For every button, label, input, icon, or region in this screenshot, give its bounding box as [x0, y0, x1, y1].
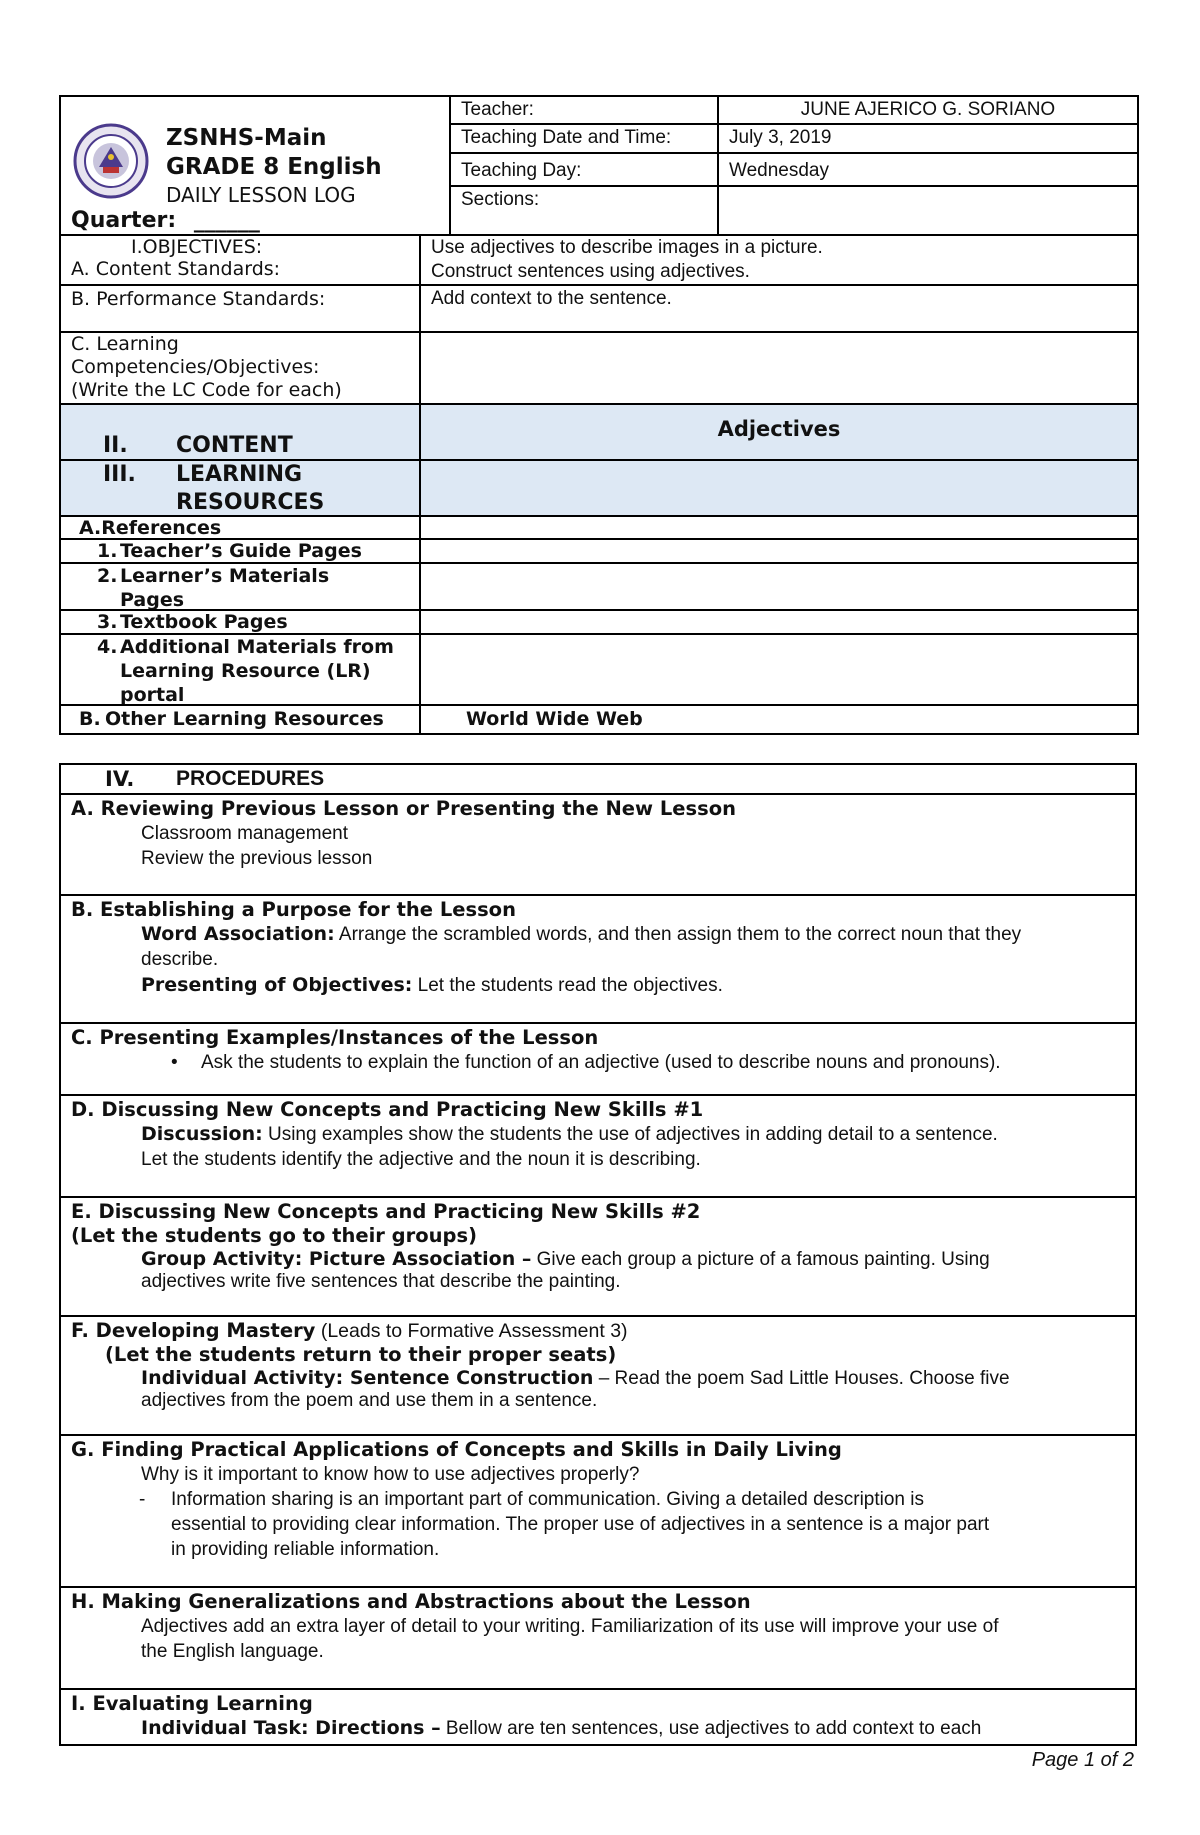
other-resources-value: World Wide Web [419, 704, 1139, 735]
procedure-h [59, 1586, 1137, 1690]
resources-label-1: LEARNING [176, 462, 303, 487]
procedure-d [59, 1094, 1137, 1198]
teachers-guide-label [59, 538, 421, 564]
individual-activity-label: Individual Activity: Sentence Construction [141, 1367, 594, 1389]
content-value: Adjectives [419, 403, 1139, 461]
resources-label-2: RESOURCES [176, 490, 325, 515]
deped-seal-logo [73, 123, 149, 199]
procedure-d-line-2: Let the students identify the adjective and the noun it is describing. [141, 1149, 701, 1170]
day-label: Teaching Day: [449, 152, 719, 187]
sections-value [717, 185, 1139, 236]
group-activity-text: Give each group a picture of a famous painting. Using [531, 1249, 990, 1270]
procedure-d-discussion [71, 1122, 1125, 1147]
word-association-label: Word Association: [141, 923, 335, 945]
content-standard-line-1: Use adjectives to describe images in a picture. [431, 237, 823, 258]
procedure-g-title: G. Finding Practical Applications of Concepts and Skills in Daily Living [71, 1438, 842, 1461]
quarter-label-text: Quarter: [71, 208, 177, 233]
subject-title: GRADE 8 English [166, 154, 382, 180]
textbook-pages-label [59, 609, 421, 635]
procedure-b-word-association-2: describe. [141, 949, 219, 970]
procedures-heading: PROCEDURES [176, 767, 325, 790]
am-text-2: Learning Resource (LR) [120, 660, 371, 682]
procedure-g-answer-3: in providing reliable information. [171, 1539, 440, 1560]
sections-label: Sections: [449, 185, 719, 236]
tg-num: 1. [97, 540, 118, 562]
learning-competencies-cell [59, 331, 421, 405]
procedure-e-group-activity [71, 1248, 1125, 1271]
procedure-f-title-row [71, 1319, 1125, 1343]
procedure-f-note: (Leads to Formative Assessment 3) [315, 1320, 628, 1342]
procedure-g-question: Why is it important to know how to use adjectives properly? [141, 1464, 640, 1485]
content-standard-line-2: Construct sentences using adjectives. [431, 261, 750, 282]
teachers-guide-value [419, 538, 1139, 564]
additional-materials-label [59, 633, 421, 706]
tb-text: Textbook Pages [120, 611, 288, 633]
procedure-h-line-2: the English language. [141, 1641, 324, 1662]
group-activity-label: Group Activity: Picture Association – [141, 1248, 532, 1270]
learners-materials-value [419, 562, 1139, 611]
individual-task-label: Individual Task: Directions – [141, 1717, 441, 1739]
resources-label-cell [59, 459, 421, 517]
procedure-e-line-2: adjectives write five sentences that describe the painting. [141, 1271, 621, 1292]
lesson-log-header-table [59, 95, 1139, 735]
learning-competencies-value [419, 331, 1139, 405]
tg-text: Teacher’s Guide Pages [120, 540, 362, 562]
resources-num: III. [103, 462, 136, 487]
date-value: July 3, 2019 [717, 123, 1139, 154]
presenting-objectives-label: Presenting of Objectives: [141, 974, 413, 996]
procedure-c-title: C. Presenting Examples/Instances of the Lesson [71, 1026, 599, 1049]
procedure-i-task [71, 1716, 1125, 1741]
procedure-d-title: D. Discussing New Concepts and Practicing New Skills #1 [71, 1098, 704, 1121]
content-label-cell [59, 403, 421, 461]
content-num: II. [103, 433, 128, 458]
title-block [59, 95, 451, 236]
procedure-g-dash-item [71, 1487, 1125, 1562]
procedure-h-line-1: Adjectives add an extra layer of detail to your writing. Familiarization of its use will improve your use of [141, 1616, 999, 1637]
performance-standards-value: Add context to the sentence. [419, 284, 1139, 333]
procedures-num: IV. [105, 767, 135, 791]
procedure-b-word-association [71, 922, 1125, 947]
teacher-label: Teacher: [449, 95, 719, 125]
lm-num: 2. [97, 565, 118, 587]
lc-label-2: Competencies/Objectives: [71, 356, 320, 378]
individual-activity-text: – Read the poem Sad Little Houses. Choose five [593, 1368, 1010, 1389]
procedure-h-title: H. Making Generalizations and Abstractions about the Lesson [71, 1590, 751, 1613]
lm-text-2: Pages [120, 589, 185, 611]
presenting-objectives-text: Let the students read the objectives. [412, 975, 723, 996]
quarter-value: ______ [193, 208, 260, 233]
other-resources-label [59, 704, 421, 735]
page-number: Page 1 of 2 [1031, 1749, 1134, 1771]
procedure-a-line-1: Classroom management [141, 823, 348, 844]
other-text: Other Learning Resources [105, 708, 384, 730]
dash-marker: - [139, 1489, 146, 1510]
procedure-f-title: F. Developing Mastery [71, 1319, 316, 1342]
document-type: DAILY LESSON LOG [166, 183, 356, 207]
procedure-g-answer-2: essential to providing clear information. The proper use of adjectives in a sentence is a major part [171, 1514, 990, 1535]
procedure-g [59, 1434, 1137, 1588]
objectives-heading: I.OBJECTIVES: [131, 236, 263, 258]
procedure-a-title: A. Reviewing Previous Lesson or Presenting the New Lesson [71, 797, 736, 820]
other-num: B. [79, 708, 101, 730]
procedure-a [59, 793, 1137, 896]
procedure-f-line-2: adjectives from the poem and use them in a sentence. [141, 1390, 598, 1411]
procedure-c [59, 1022, 1137, 1096]
procedure-e-title-2: (Let the students go to their groups) [71, 1224, 477, 1247]
date-label: Teaching Date and Time: [449, 123, 719, 154]
quarter-label [71, 208, 260, 233]
textbook-pages-value [419, 609, 1139, 635]
procedure-f-individual-activity [71, 1367, 1125, 1390]
references-value [419, 515, 1139, 540]
procedure-g-answer-1: Information sharing is an important part of communication. Giving a detailed description is [171, 1489, 924, 1510]
procedure-i [59, 1688, 1137, 1746]
additional-materials-value [419, 633, 1139, 706]
lc-note: (Write the LC Code for each) [71, 379, 342, 401]
day-value: Wednesday [717, 152, 1139, 187]
procedure-a-line-2: Review the previous lesson [141, 848, 373, 869]
school-name: ZSNHS-Main [166, 125, 327, 151]
procedure-f [59, 1315, 1137, 1436]
lm-text-1: Learner’s Materials [120, 565, 330, 587]
content-standards-label: A. Content Standards: [71, 258, 281, 280]
lc-label-1: C. Learning [71, 333, 179, 355]
learners-materials-label [59, 562, 421, 611]
content-standards-value [419, 234, 1139, 286]
procedure-i-title: I. Evaluating Learning [71, 1692, 313, 1715]
resources-value [419, 459, 1139, 517]
content-label: CONTENT [176, 433, 293, 458]
discussion-text: Using examples show the students the use of adjectives in adding detail to a sentence. [262, 1124, 998, 1145]
procedure-e [59, 1196, 1137, 1317]
procedure-b [59, 894, 1137, 1024]
performance-standards-label: B. Performance Standards: [59, 284, 421, 333]
individual-task-text: Bellow are ten sentences, use adjectives to add context to each [440, 1718, 982, 1739]
procedures-heading-row [59, 763, 1137, 795]
tb-num: 3. [97, 611, 118, 633]
word-association-text: Arrange the scrambled words, and then assign them to the correct noun that they [334, 924, 1022, 945]
teacher-value: JUNE AJERICO G. SORIANO [717, 95, 1139, 125]
procedure-c-bullet-item [71, 1050, 1125, 1075]
references-label: A.References [59, 515, 421, 540]
procedure-b-objectives [71, 973, 1125, 998]
am-num: 4. [97, 636, 118, 658]
am-text-3: portal [120, 684, 185, 706]
bullet-icon: • [171, 1052, 178, 1073]
objectives-label-cell [59, 234, 421, 286]
procedure-f-title-2: (Let the students return to their proper seats) [105, 1343, 617, 1366]
discussion-label: Discussion: [141, 1123, 263, 1145]
procedure-b-title: B. Establishing a Purpose for the Lesson [71, 898, 516, 921]
am-text-1: Additional Materials from [120, 636, 394, 658]
procedure-e-title: E. Discussing New Concepts and Practicing New Skills #2 [71, 1200, 701, 1223]
procedure-c-line: Ask the students to explain the function of an adjective (used to describe nouns and pronouns). [201, 1052, 1001, 1073]
